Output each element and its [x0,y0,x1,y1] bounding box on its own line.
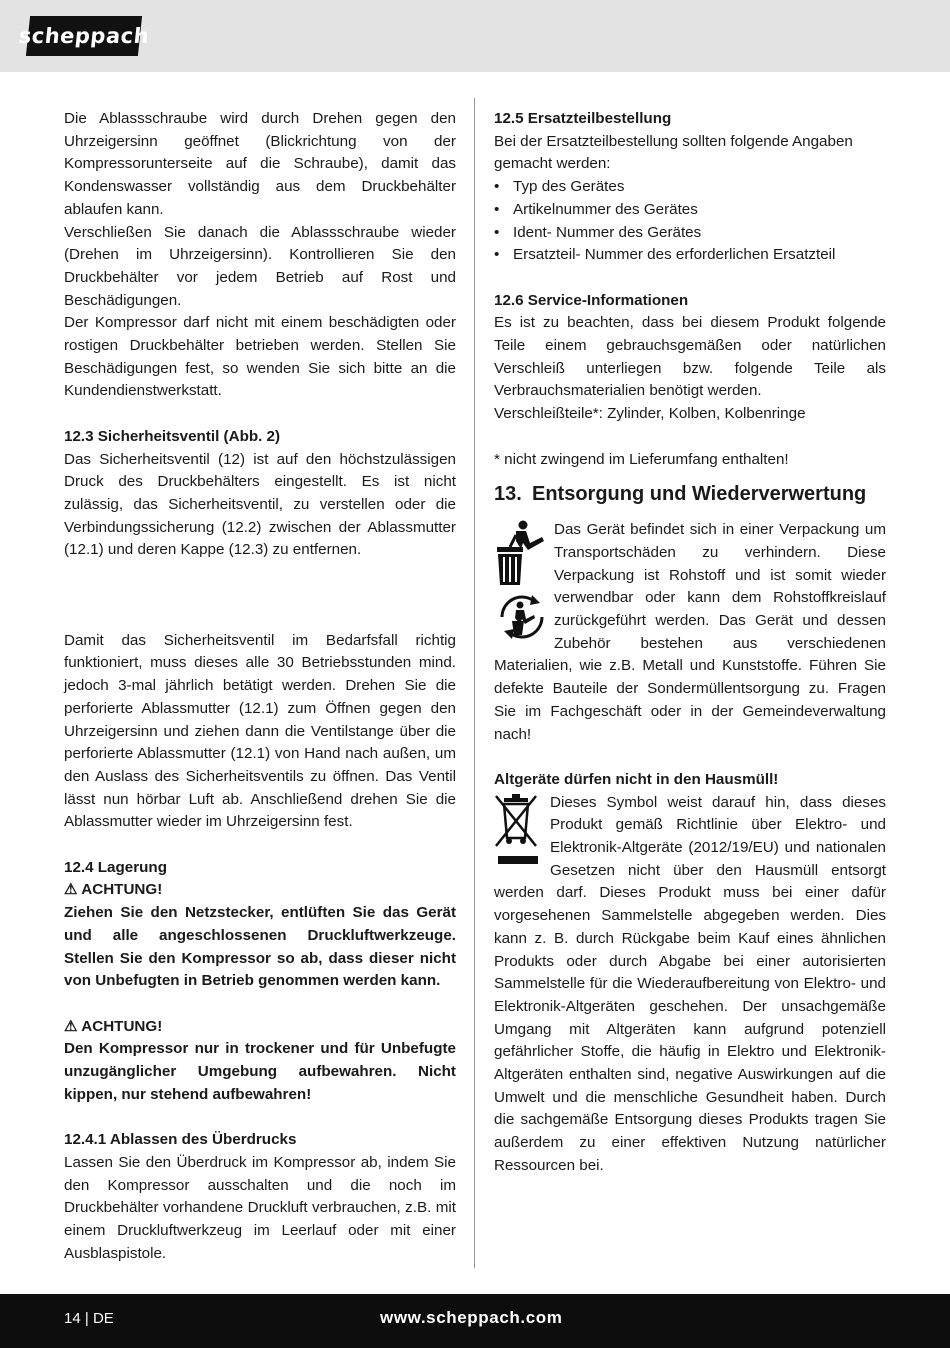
recycling-icon [494,591,550,643]
paragraph-drain-screw: Die Ablassschraube wird durch Drehen gegen den Uhrzeigersinn geöffnet (Blickrichtung von der Kompressorunterseite auf die Schraube), damit das Kondenswasser vollständig aus dem Druckbehälter ablaufen kann. [64,110,456,218]
warning-label-2: ⚠ ACHTUNG! [64,1017,163,1035]
disposal-icons [494,519,554,643]
list-item: • Artikelnummer des Gerätes [494,199,886,222]
paragraph-release-pressure: Lassen Sie den Überdruck im Kompressor ab, indem Sie den Kompressor ausschalten und die noch im Druckbehälter vorhandene Druckluft verbrauchen, z.B. mit einem Druckluftwerkzeug im Leerlauf oder mit einer Ausblaspistole. [64,1153,456,1262]
language-code: DE [92,1310,114,1327]
paragraph-spare-parts-intro: Bei der Ersatzteilbestellung sollten folgende Angaben gemacht werden: [494,132,853,173]
list-item: • Ersatzteil- Nummer des erforderlichen Ersatzteil [494,244,886,267]
weee-title: Altgeräte dürfen nicht in den Hausmüll! [494,770,779,788]
warning-label-1: ⚠ ACHTUNG! [64,881,163,899]
page-header [0,0,950,72]
page-number [64,1310,114,1327]
paragraph-safety-valve-operation: Damit das Sicherheitsventil im Bedarfsfall richtig funktioniert, muss dieses alle 30 Betriebsstunden mind. jedoch 3-mal jährlich betätigt werden. Drehen Sie die perforierte Ablassmutter (12.1) zum Öffnen gegen den Uhrzeigersinn und ziehen dann die Ventilstange über die perforierte Ablassmutter (12.1) von Hand nach außen, um den Auslass des Sicherheitsventils zu öffnen. Das Ventil lässt nun hörbar Luft ab. Anschließend drehen Sie die Ablassmutter wieder im Uhrzeigersinn fest. [64,631,456,831]
section-number-13: 13. [494,483,522,506]
page-number-value: 14 [64,1310,81,1327]
paragraph-wear-parts: Verschleißteile*: Zylinder, Kolben, Kolbenringe [494,405,806,423]
paragraph-close-screw: Verschließen Sie danach die Ablassschraube wieder (Drehen im Uhrzeigersinn). Kontrollieren Sie den Druckbehälter vor jedem Betrieb auf Rost und Beschädigungen. [64,223,456,309]
website-url[interactable]: www.scheppach.com [380,1308,563,1327]
paragraph-damaged-tank: Der Kompressor darf nicht mit einem beschädigten oder rostigen Druckbehälter betrieben werden. Stellen Sie Beschädigungen fest, so wenden Sie sich bitte an die Kundendienstwerkstatt. [64,314,456,400]
section-title-12-6: 12.6 Service-Informationen [494,291,689,309]
list-item: • Typ des Gerätes [494,176,886,199]
paragraph-weee: Dieses Symbol weist darauf hin, dass dieses Produkt gemäß Richtlinie über Elektro- und Elektronik-Altgeräte (2012/19/EU) und nationalen Gesetzen nicht über den Hausmüll entsorgt werden darf. Dieses Produkt muss bei einer dafür vorgesehenen Sammelstelle abgegeben werden. Dies kann z. B. durch Rückgabe beim Kauf eines ähnlichen Produkts oder durch Abgabe bei einer autorisierten Sammelstelle für die Wiederaufbereitung von Elektro- und Elektronik-Altgeräten geschehen. Der unsachgemäße Umgang mit Altgeräten kann aufgrund potenziell gefährlicher Stoffe, die häufig in Elektro und Elektronik-Altgeräten enthalten sind, negative Auswirkungen auf die Umwelt und die menschliche Gesundheit haben. Durch die sachgemäße Entsorgung dieses Produkts tragen Sie außerdem zu einer effektiven Nutzung natürlicher Ressourcen bei. [494,793,886,1174]
footnote-scope-of-delivery: * nicht zwingend im Lieferumfang enthalten! [494,450,789,468]
page-footer [0,1294,950,1348]
section-title-12-5: 12.5 Ersatzteilbestellung [494,110,672,127]
right-column [494,108,886,1178]
paragraph-safety-valve: Das Sicherheitsventil (12) ist auf den höchstzulässigen Druck des Druckbehälters eingestellt. Es ist nicht zulässig, das Sicherheitsventil, zu verstellen oder die Verbindungssicherung (12.2) zwischen der Ablassmutter (12.1) und deren Kappe (12.3) zu entfernen. [64,450,456,559]
page-separator: | [84,1310,89,1327]
tidyman-bin-icon [494,519,550,587]
warning-text-1: Ziehen Sie den Netzstecker, entlüften Sie das Gerät und alle angeschlossenen Druckluftwerkzeuge. Stellen Sie den Kompressor so ab, dass dieser nicht von Unbefugten in Betrieb genommen werden kann. [64,904,456,990]
warning-text-2: Den Kompressor nur in trockener und für Unbefugte unzugänglicher Umgebung aufbewahren. Nicht kippen, nur stehend aufbewahren! [64,1040,456,1103]
section-title-13 [494,481,886,507]
section-heading-13: Entsorgung und Wiederverwertung [532,483,867,506]
column-divider [474,98,475,1268]
section-title-12-4: 12.4 Lagerung [64,858,167,876]
spare-parts-list [494,176,886,267]
list-item: • Ident- Nummer des Gerätes [494,222,886,245]
weee-icon-box [494,792,550,868]
section-title-12-3: 12.3 Sicherheitsventil (Abb. 2) [64,427,281,445]
left-column [64,108,456,1265]
scheppach-logo: scheppach [26,16,142,56]
crossed-wheelie-bin-icon [494,792,542,868]
paragraph-disposal: Das Gerät befindet sich in einer Verpackung um Transportschäden zu verhindern. Diese Verpackung ist Rohstoff und ist somit wieder verwendbar oder kann dem Rohstoffkreislauf zurückgeführt werden. Das Gerät und dessen Zubehör bestehen aus verschiedenen Materialien, wie z.B. Metall und Kunststoffe. Führen Sie defekte Bauteile der Sondermüllentsorgung zu. Fragen Sie im Fachgeschäft oder in der Gemeindeverwaltung nach! [494,521,886,743]
section-title-12-4-1: 12.4.1 Ablassen des Überdrucks [64,1131,297,1149]
paragraph-service-info: Es ist zu beachten, dass bei diesem Produkt folgende Teile einem gebrauchsgemäßen oder natürlichen Verschleiß unterliegen bzw. folgende Teile als Verbrauchsmaterialien benötigt werden. [494,314,886,400]
